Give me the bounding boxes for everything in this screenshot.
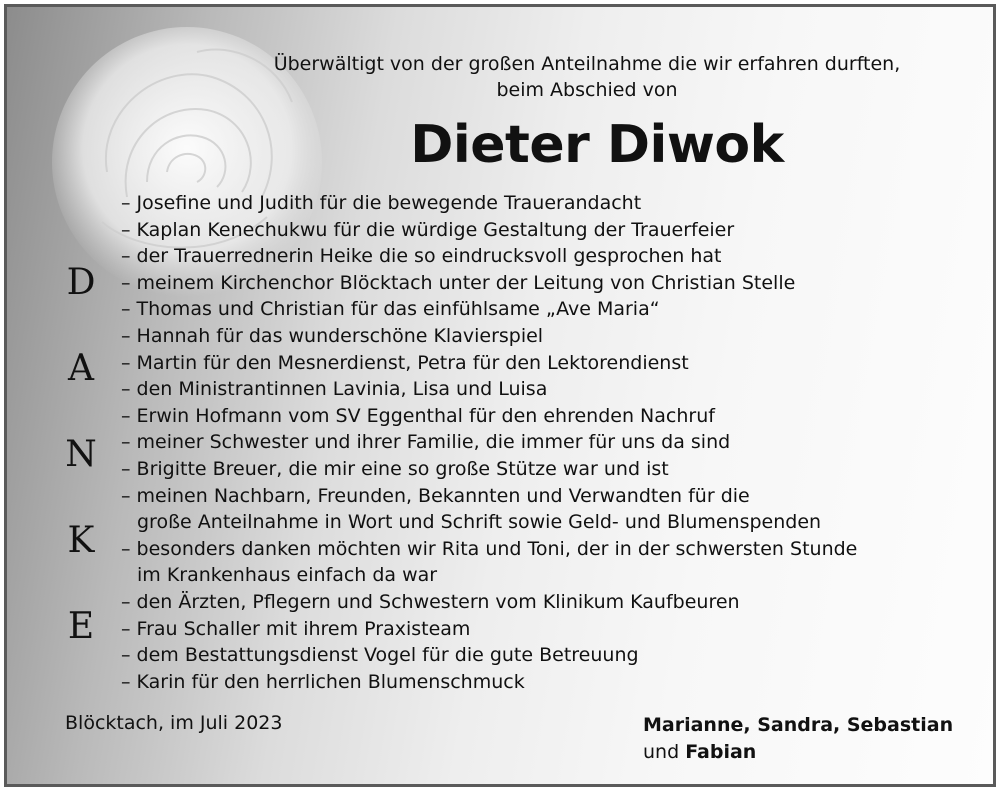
deceased-name: Dieter Diwok (410, 115, 784, 175)
thanks-list (121, 190, 981, 695)
danke-letter: A (68, 348, 94, 389)
list-item: – Josefine und Judith für die bewegende Trauerandacht (121, 192, 642, 214)
list-item: – Hannah für das wunderschöne Klavierspiel (121, 324, 544, 347)
list-item: – dem Bestattungsdienst Vogel für die gute Betreuung (121, 644, 639, 667)
danke-letter: K (67, 520, 95, 561)
list-item: – meinem Kirchenchor Blöcktach unter der Leitung von Christian Stelle (121, 271, 796, 294)
signers-line-1: Marianne, Sandra, Sebastian (643, 714, 954, 736)
list-item: – Martin für den Mesnerdienst, Petra für den Lektorendienst (121, 351, 689, 374)
danke-letter: E (67, 606, 95, 647)
list-item: – Kaplan Kenechukwu für die würdige Gestaltung der Trauerfeier (121, 218, 735, 241)
intro-text (187, 51, 987, 103)
place-date: Blöcktach, im Juli 2023 (65, 712, 283, 734)
list-item: – der Trauerrednerin Heike die so eindrucksvoll gesprochen hat (121, 245, 722, 268)
list-item: – Brigitte Breuer, die mir eine so große Stütze war und ist (121, 457, 669, 480)
danke-vertical (59, 262, 103, 695)
list-item: – Thomas und Christian für das einfühlsame „Ave Maria“ (121, 298, 660, 321)
intro-line-2: beim Abschied von (496, 79, 678, 101)
list-item: – meiner Schwester und ihrer Familie, die immer für uns da sind (121, 431, 731, 454)
list-item: – den Ärzten, Pflegern und Schwestern vom Klinikum Kaufbeuren (121, 590, 740, 613)
list-item: – Erwin Hofmann vom SV Eggenthal für den ehrenden Nachruf (121, 404, 715, 427)
list-item: – meinen Nachbarn, Freunden, Bekannten und Verwandten für die große Anteilnahme in Wort und Schrift sowie Geld- und Blumenspenden (121, 483, 981, 536)
list-item-continuation: im Krankenhaus einfach da war (137, 564, 438, 587)
intro-line-1: Überwältigt von der großen Anteilnahme die wir erfahren durften, (273, 53, 901, 75)
list-item: – den Ministrantinnen Lavinia, Lisa und Luisa (121, 378, 548, 401)
list-item: – Frau Schaller mit ihrem Praxisteam (121, 617, 471, 640)
obituary-card (4, 4, 996, 787)
danke-letter: D (66, 262, 96, 303)
list-item-continuation: große Anteilnahme in Wort und Schrift sowie Geld- und Blumenspenden (137, 511, 822, 534)
signers-line-2: und Fabian (643, 741, 757, 763)
danke-letter: N (65, 434, 97, 475)
list-item: – Karin für den herrlichen Blumenschmuck (121, 670, 525, 693)
list-item: – besonders danken möchten wir Rita und Toni, der in der schwersten Stunde im Krankenhaus einfach da war (121, 536, 981, 589)
signers (643, 712, 953, 766)
